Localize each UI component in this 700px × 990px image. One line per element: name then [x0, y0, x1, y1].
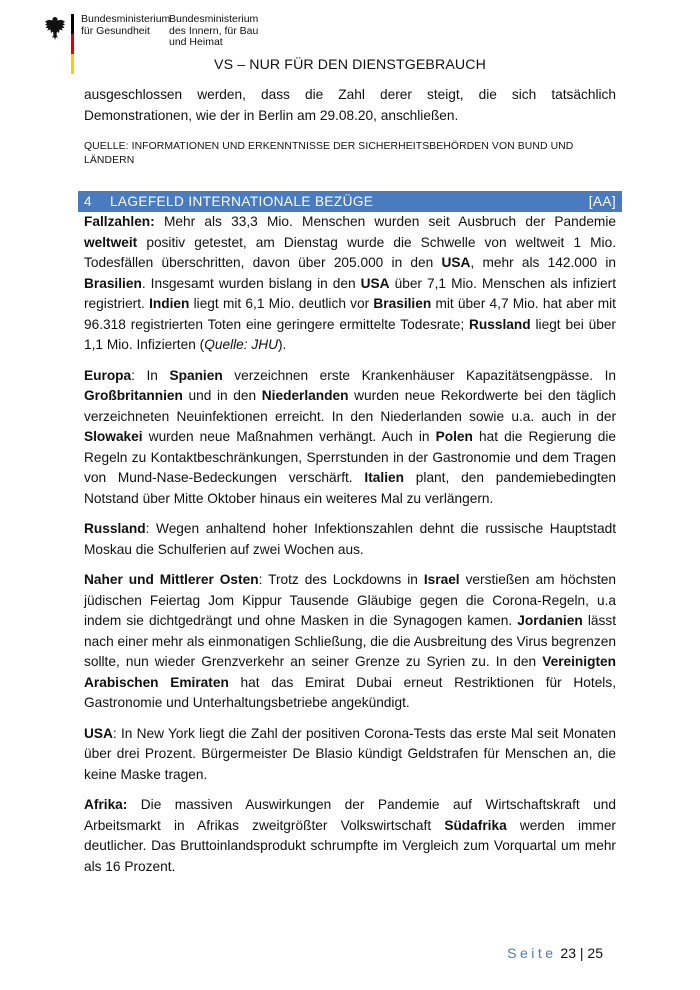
text-run: : In	[131, 367, 170, 383]
bold-term: Jordanien	[517, 613, 583, 628]
bold-term: Israel	[423, 572, 460, 587]
text-run: hat die Regierung die Regeln zu Kontaktbeschränkungen, Sperrstunden in der Gastronomie und dem Tragen von Mund-Nase-Bedeckungen verschärft.	[84, 429, 616, 485]
flag-black	[71, 14, 74, 34]
bold-term: Russland	[84, 521, 146, 536]
bold-term: Südafrika	[444, 817, 507, 833]
text-run: mit über 4,7 Mio. hat aber mit 96.318 registrierten Toten eine geringere ermittelte Todesrate;	[84, 296, 616, 332]
bold-term: Russland	[469, 316, 531, 332]
text-run: hat das Emirat Dubai erneut Restriktionen für Hotels, Gastronomie und Unterhaltungsbetriebe angekündigt.	[84, 674, 616, 710]
text-run: liegt bei über 1,1 Mio. Infizierten (	[84, 316, 616, 352]
ministry-interior	[169, 14, 258, 49]
text-run: positiv getestet, am Dienstag wurde die Schwelle von weltweit 1 Mio. Todesfällen überschritten, davon über 205.000 in den	[84, 234, 616, 270]
text-run: wurden neue Rekordwerte bei den täglich verzeichneten Neuinfektionen erreicht. In den Niederlanden sowie u.a. auch in der	[84, 388, 616, 424]
text-run: lässt nach einer mehr als einmonatigen Schließung, die die Ausbreitung des Virus begrenzen sollte, nun wieder Grenzverkehr an seiner Grenze zu Syrien zu. In den	[84, 613, 616, 669]
text-run: und in den	[182, 388, 262, 403]
section-tag: [AA]	[588, 194, 616, 209]
ministry-health-line-1: Bundesministerium	[81, 13, 171, 25]
text-run: ).	[278, 337, 287, 352]
text-run: , mehr als 142.000 in	[470, 255, 616, 270]
text-run: verstießen am höchsten jüdischen Feiertag Jom Kippur Tausende Gläubige gegen die Corona-Regeln, u.a indem sie dichtgedrängt und ohne Masken in die Synagogen kamen.	[84, 572, 616, 628]
bold-term: Europa	[84, 367, 132, 383]
bold-term: Italien	[364, 470, 404, 485]
ministry-interior-line-1: Bundesministerium	[169, 13, 259, 25]
ministry-health	[81, 14, 170, 37]
section-paragraph	[84, 519, 616, 560]
bold-term: Niederlanden	[261, 388, 349, 403]
bold-term: Brasilien	[373, 296, 432, 311]
source-note: QUELLE: INFORMATIONEN UND ERKENNTNISSE DER SICHERHEITSBEHÖRDEN VON BUND UND LÄNDERN	[84, 141, 574, 166]
section-heading	[78, 191, 622, 212]
italic-source: Quelle: JHU	[204, 337, 278, 352]
section-number: 4	[84, 194, 92, 209]
section-paragraph	[84, 366, 616, 510]
section-body	[84, 212, 616, 877]
page-separator: |	[579, 945, 584, 961]
classification-label: VS – NUR FÜR DEN DIENSTGEBRAUCH	[214, 57, 486, 73]
bold-term: Afrika:	[84, 797, 128, 812]
bold-term: USA	[84, 725, 113, 741]
text-run: : In New York liegt die Zahl der positiven Corona-Tests das erste Mal seit Monaten über drei Prozent. Bürgermeister De Blasio kündigt Geldstrafen für Menschen an, die keine Maske tragen.	[84, 725, 616, 782]
flag-red	[71, 34, 74, 54]
bold-term: USA	[441, 255, 471, 270]
page-label: Seite	[507, 945, 557, 961]
text-run: verzeichnen erste Krankenhäuser Kapazitätsengpässe. In	[222, 367, 616, 383]
section-title: LAGEFELD INTERNATIONALE BEZÜGE	[109, 194, 374, 209]
bold-term: Naher und Mittlerer Osten	[84, 572, 259, 587]
ministry-interior-line-2: des Innern, für Bau	[169, 24, 259, 37]
section-title-group	[84, 194, 373, 209]
bold-term: Polen	[435, 429, 473, 444]
text-run: : Trotz des Lockdowns in	[258, 572, 424, 587]
section-paragraph	[84, 212, 616, 356]
bold-term: Spanien	[169, 367, 223, 383]
intro-paragraph: ausgeschlossen werden, dass die Zahl derer steigt, die sich tatsächlich Demonstrationen, wie der in Berlin am 29.08.20, anschließen.	[84, 87, 616, 123]
bold-term: Slowakei	[84, 429, 143, 444]
text-run: über 7,1 Mio. Menschen als infiziert registriert.	[84, 275, 616, 311]
ministry-health-line-2: für Gesundheit	[81, 24, 150, 37]
bold-term: Brasilien	[84, 275, 142, 291]
text-run: wurden neue Maßnahmen verhängt. Auch in	[142, 429, 436, 444]
page-total: 25	[587, 945, 603, 961]
section-paragraph	[84, 724, 616, 786]
bold-term: USA	[360, 275, 390, 291]
text-run: : Wegen anhaltend hoher Infektionszahlen dehnt die russische Hauptstadt Moskau die Schulferien auf zwei Wochen aus.	[84, 521, 616, 557]
bold-term: Vereinigten Arabischen Emiraten	[84, 654, 616, 690]
bold-term: Großbritannien	[84, 388, 183, 403]
page-content	[84, 85, 616, 877]
bold-term: Fallzahlen:	[84, 214, 155, 229]
text-run: werden immer deutlicher. Das Bruttoinlandsprodukt schrumpfte im Vergleich zum Vorquartal um mehr als 16 Prozent.	[84, 817, 616, 874]
text-run: plant, den pandemiebedingten Notstand über Mitte Oktober hinaus ein weiteres Mal zu verlängern.	[84, 470, 616, 506]
text-run: . Insgesamt wurden bislang in den	[141, 275, 361, 291]
bold-term: weltweit	[84, 234, 138, 250]
section-paragraph	[84, 570, 616, 714]
section-paragraph	[84, 795, 616, 877]
text-run: Die massiven Auswirkungen der Pandemie auf Wirtschaftskraft und Arbeitsmarkt in Afrikas zweitgrößter Volkswirtschaft	[84, 797, 616, 833]
text-run: Mehr als 33,3 Mio. Menschen wurden seit Ausbruch der Pandemie	[154, 214, 616, 229]
page-footer	[507, 945, 603, 961]
text-run: liegt mit 6,1 Mio. deutlich vor	[189, 296, 374, 311]
ministry-interior-line-3: und Heimat	[169, 36, 223, 48]
bold-term: Indien	[149, 296, 190, 311]
page-number: 23	[560, 945, 576, 961]
federal-eagle-icon	[44, 16, 66, 42]
